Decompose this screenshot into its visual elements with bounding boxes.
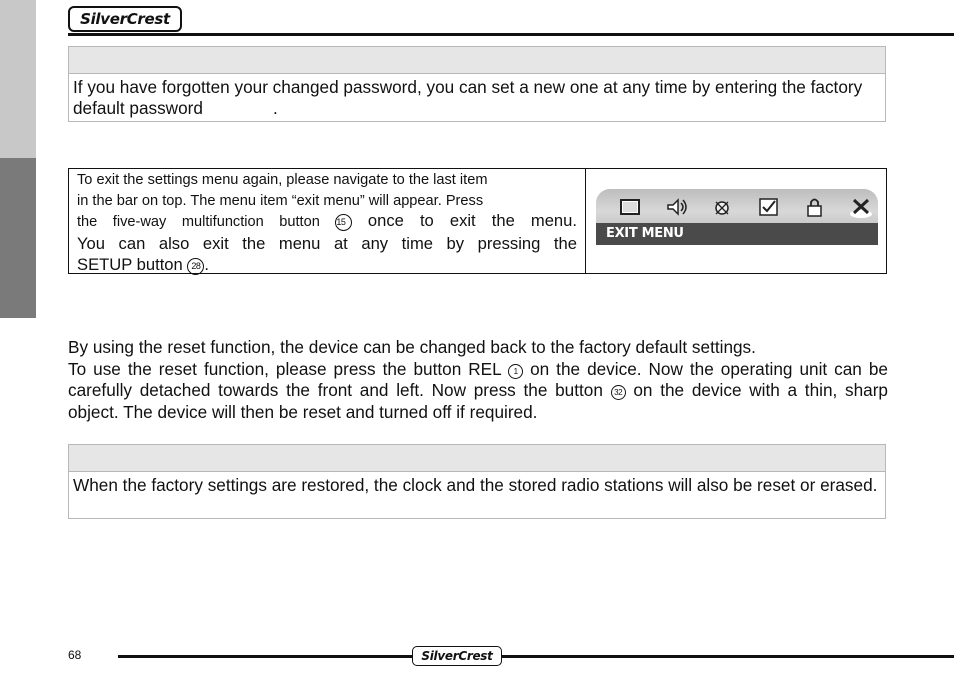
footer-brand-logo: SilverCrest xyxy=(412,646,502,666)
reset-paragraph-2 xyxy=(68,359,888,424)
brand-logo: SilverCrest xyxy=(68,6,182,32)
factory-note xyxy=(68,444,886,519)
exit-menu-label: EXIT MENU xyxy=(606,226,684,241)
password-note xyxy=(68,46,886,122)
display-icon xyxy=(608,194,654,220)
ref-number-1: 1 xyxy=(508,364,523,379)
close-icon xyxy=(838,194,878,220)
ref-number-28: 28 xyxy=(187,258,204,275)
sound-icon xyxy=(654,194,700,220)
note-header-bar xyxy=(69,47,885,74)
side-tab-light xyxy=(0,0,36,158)
ref-number-15: 15 xyxy=(335,214,352,231)
ref-number-32: 32 xyxy=(611,385,626,400)
menu-label-bar xyxy=(596,223,878,245)
menu-screenshot xyxy=(586,169,886,273)
exit-line-3 xyxy=(77,211,577,233)
exit-line-5a: SETUP button xyxy=(77,254,183,274)
footer-rule xyxy=(118,655,954,658)
exit-line-3a: the five-way multifunction button xyxy=(77,214,320,230)
reset-paragraph-1: By using the reset function, the device can be changed back to the factory default settings. xyxy=(68,337,756,357)
reset-text-a: To use the reset function, please press the button REL xyxy=(68,358,502,379)
side-tab-dark xyxy=(0,158,36,318)
exit-line-5 xyxy=(77,254,577,275)
password-note-period: . xyxy=(272,98,278,118)
lock-icon xyxy=(792,194,838,220)
exit-line-4: You can also exit the menu at any time by pressing the xyxy=(77,233,577,253)
checklist-icon xyxy=(746,194,792,220)
menu-bar xyxy=(596,189,878,245)
reset-section xyxy=(68,337,888,423)
exit-line-5b: . xyxy=(204,254,210,274)
password-note-body: If you have forgotten your changed password, you can set a new one at any time by entering the factory default password xyxy=(73,77,863,118)
reset-text-b: on the device. Now the operating unit can be carefully detached towards the front and left. Now press the button xyxy=(68,358,888,400)
page-number: 68 xyxy=(68,648,82,662)
menu-icon-row xyxy=(608,194,878,220)
password-note-text xyxy=(69,74,885,121)
exit-menu-instructions xyxy=(69,169,586,273)
exit-line-2: in the bar on top. The menu item “exit menu” will appear. Press xyxy=(77,192,484,209)
note-header-bar xyxy=(69,445,885,472)
factory-note-body: When the factory settings are restored, the clock and the stored radio stations will also be reset or erased. xyxy=(73,475,878,495)
exit-menu-table xyxy=(68,168,887,274)
radio-icon xyxy=(700,194,746,220)
exit-line-1: To exit the settings menu again, please navigate to the last item xyxy=(77,172,488,188)
exit-line-3b: once to exit the menu. xyxy=(367,211,577,230)
header-rule xyxy=(68,33,954,36)
reset-text-c: on the device with a thin, sharp object. The device will then be reset and turned off if required. xyxy=(68,380,888,422)
